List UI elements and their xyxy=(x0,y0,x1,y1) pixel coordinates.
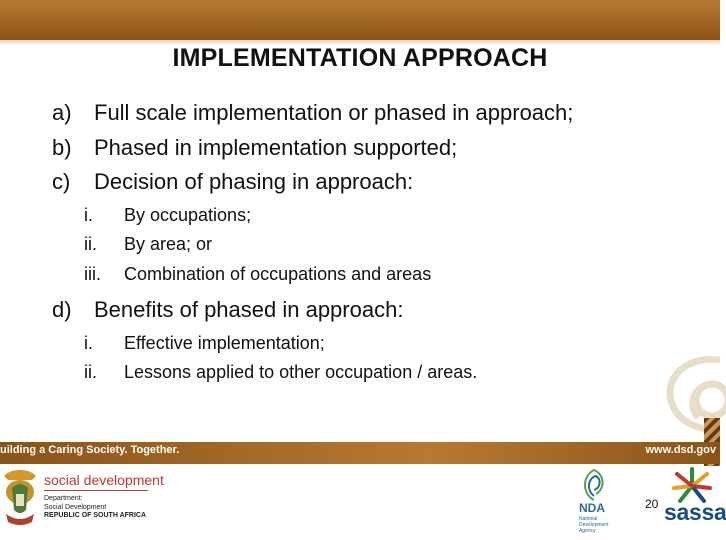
list-item-text: Phased in implementation supported; xyxy=(94,134,458,160)
sub-marker: ii. xyxy=(84,234,97,254)
list-item-d xyxy=(52,293,692,328)
sd-dept-line: Department: xyxy=(44,495,83,502)
decorative-swirl-icon xyxy=(580,340,720,450)
sub-item xyxy=(84,260,692,290)
sd-logo-department xyxy=(44,495,146,521)
sub-item-text: Lessons applied to other occupation / areas. xyxy=(124,362,478,382)
footer-website: www.dsd.gov xyxy=(645,444,716,456)
page-number: 20 xyxy=(645,497,659,511)
list-item-text: Full scale implementation or phased in approach; xyxy=(94,100,574,125)
header-band xyxy=(0,0,720,40)
footer-tagline: uilding a Caring Society. Together. xyxy=(0,444,180,456)
sub-marker: ii. xyxy=(84,362,97,382)
sub-marker: iii. xyxy=(84,263,101,284)
sd-logo-name: social development xyxy=(44,472,164,488)
list-item-b xyxy=(52,131,692,166)
list-item-c xyxy=(52,165,692,200)
list-marker: a) xyxy=(52,100,72,125)
nda-subtitle-line: National xyxy=(579,516,598,522)
sub-marker: i. xyxy=(84,332,93,353)
list-marker: b) xyxy=(52,134,72,160)
list-item-text: Decision of phasing in approach: xyxy=(94,169,414,194)
sassa-logo-name: sassa xyxy=(664,499,726,525)
sd-logo-divider xyxy=(44,490,148,491)
nda-swirl-icon xyxy=(574,466,614,502)
slide-title: IMPLEMENTATION APPROACH xyxy=(172,44,548,72)
list-marker: d) xyxy=(52,297,72,322)
sub-item-text: Combination of occupations and areas xyxy=(124,263,432,284)
list-marker: c) xyxy=(52,169,71,194)
sub-list-c xyxy=(84,201,692,290)
sub-marker: i. xyxy=(84,204,93,225)
nda-subtitle-line: Agency xyxy=(579,528,596,534)
sub-item xyxy=(84,230,692,260)
nda-logo-name: NDA xyxy=(579,501,605,515)
nda-subtitle-line: Development xyxy=(579,522,609,528)
sub-item-text: By occupations; xyxy=(124,204,252,225)
sd-dept-line: Social Development xyxy=(44,503,107,511)
sd-country: REPUBLIC OF SOUTH AFRICA xyxy=(44,512,147,519)
nda-logo-subtitle xyxy=(579,516,608,534)
list-item-a xyxy=(52,96,692,131)
sub-item-text: Effective implementation; xyxy=(124,332,325,353)
list-item-text: Benefits of phased in approach: xyxy=(94,297,404,322)
sub-item-text: By area; or xyxy=(124,234,213,254)
coat-of-arms-icon xyxy=(0,466,40,536)
sub-item xyxy=(84,201,692,231)
